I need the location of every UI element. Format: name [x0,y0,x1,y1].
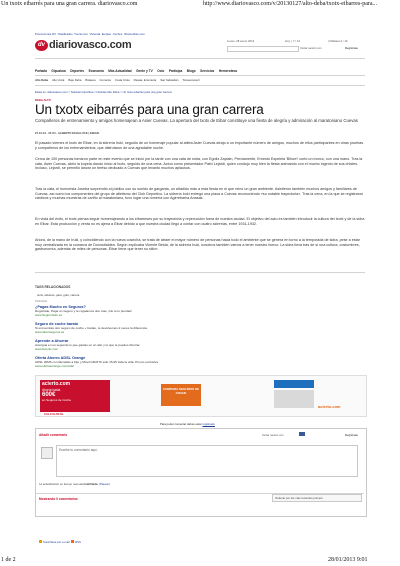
banner-mid[interactable]: COMPARA SEGUROS DE COCHE [161,384,201,406]
pause-link[interactable]: (Pausar) [99,482,110,486]
article-subtitle: Compañeros de entrenamiento y amigos homenajean a Asier Cuevas. La apertura del txotx de Eibar constituye una fiesta de alegría y admiración al maratoniano Cuevas [35,118,358,123]
weather-tomorrow: | Mañana 4 / 10 [328,39,348,43]
logo-text: diariovasco.com [49,39,132,51]
logo-mark: dv [35,40,48,51]
topbar-link-tuenti[interactable]: Tuenti.com [74,32,88,36]
banner-right-brand: acierto.com [318,404,341,409]
subnav-tolosa[interactable]: Tolosa-Goierri [182,78,200,82]
article-paragraph: Ahora, de la mano de Iruki, y coincidiendo con la nueva cosecha, se trata de atraer el mayor número de personas hacia todo el ambiente que se genera en torno a la temporada de sidra, pese a estar muy centralizada en la comarca de Donostialdea. Según explicaba Vicente Belda, de la sidrería Iruki, nosotros también vamos a tener nuestro hueco. La sidra lleva tras de sí una cultura, costumbres, gastronomía, además de miles de personas. Eibar tiene que tener su sitio». [35,238,360,252]
tags-list[interactable]: txotx, eibarres, para, gran, carrera [37,293,80,297]
header-date: Lunes, 28 enero 2013 [227,39,255,43]
article-byline: 27.01.13 - 01:04 - ALBERTO ECHALUCE | EIBAR. [35,131,100,135]
main-nav[interactable] [35,69,237,73]
banner-cta-button[interactable]: CALCULAR ÉL [44,412,64,416]
ad-item[interactable]: Oferta Ahorro ADSL Orange ADSL 20Mb con llamadas a Fijo y Móvil GRATIS sólo 15,95 toda la vida. Promo exclusiva www.ofertasorange.com/Adsl [35,356,158,368]
sort-order-select[interactable]: Ordenar por los más recientes primero [272,494,362,502]
subnav-san-sebastian[interactable]: San Sebastián [160,78,179,82]
ad-item[interactable]: Seguro de coche barato Si encuentras otro seguro de coche + barato, te devolvemos 2 veces la diferencia. www.directseguros.es [35,322,148,334]
login-prompt: Para poder comentar debes estar registrado [160,422,215,426]
ad-item[interactable]: ¿Pagas Mucho en Seguros? Regístrate, Paga un seguro y te regalamos dos más. ¡No te lo pierdas! www.SeguroNulo.es [35,305,132,317]
site-logo[interactable] [35,38,131,52]
article-paragraph: Tras la cata, el humorista Joseba sorprendió al público con su sonido de garganta, un añadido más a esta fiesta en el que reinó un gran ambiente. Asistieron también muchos amigos y familiares de Cuevas, así como los componentes del grupo de atletismo del Club Deportivo. La sidrería Iruki entregó una placa a Cuevas reconociendo «su notable trayectoria». Tras la cena, en la que se registraron cánticos y muchas muestras de cariño al maratoniano, tuvo lugar una romería con Agirrebarha Anasak. [35,187,364,201]
rss-icon [71,540,74,543]
article-paragraph: En vista del éxito, el txotx piensa seguir homenajeando a los eibarreses por su trayectoria y repercusión fuera de nuestra ciudad. El objetivo del acto es también introducir la cultura del txotx y de la sidra en Eibar. Esta producción y venta no es ajena a Eibar debido a que nuestra ciudad llegó a contar con cuatro sidrerías, entre 1931-1932. [35,217,365,226]
nav-hemeroteca[interactable]: Hemeroteca [218,69,238,73]
nav-deportes[interactable]: Deportes [70,69,85,73]
comments-count: Mostrando 0 comentarios [39,497,78,501]
article-paragraph: El pasado viernes el txotx de Eibar, en la sidrería Iruki, seguido de un homenaje popular al atleta Asier Cuevas atrajo a un importante número de amigos, muchos de ellos participantes en otras pruebas y compañeros de los entrenamientos, que disfrutaron de una agradable noche. [35,141,364,150]
login-with-label: Iniciar sesión con [262,433,284,437]
divider [35,58,365,59]
divider [35,85,365,86]
section-label: DEBA ALTO [35,98,51,102]
topbar-links[interactable] [35,32,145,36]
article-title: Un txotx eibarrés para una gran carrera [35,102,264,117]
subscribe-link[interactable]: Suscríbete por e-mail RSS [39,540,81,544]
topbar-link-vivienda[interactable]: Vivienda [89,32,101,36]
register-link[interactable]: registrado [202,422,215,426]
search-input[interactable] [227,46,299,52]
comment-placeholder: Escribe tu comentario aquí. [59,448,98,452]
breadcrumb[interactable]: Estás en: diariovasco.com > Noticias Gipuzkoa > Noticias Alto Deba > Un txotx eibarrés para una gran carrera [35,90,172,94]
subnav-bidasoa[interactable]: Bidasoa [85,78,96,82]
banner-photo [274,390,314,408]
ads-label: Publicidad [35,300,47,303]
subnav-alto-deba[interactable]: Alto Deba [35,78,49,82]
nav-servicios[interactable]: Servicios [200,69,215,73]
nav-portada[interactable]: Portada [35,69,47,73]
banner-left[interactable]: acierto.com Ahorra hasta 600€ en Seguros de Coche CALCULAR ÉL [40,380,110,412]
topbar-link-moto[interactable]: Vitoria-Moto.com [123,32,145,36]
print-header-title: Un txotx eibarrés para una gran carrera. diariovasco.com [1,1,138,7]
add-comment-label: Añadir comentario [39,433,68,437]
tags-heading: TAGS RELACIONADOS [35,285,71,289]
subnav-pasaia[interactable]: Pasaia- Errenteria [133,78,157,82]
register-button[interactable]: Regístrate [345,433,358,437]
print-footer-datetime: 28/01/2013 9:01 [328,557,368,563]
topbar-link-empleo[interactable]: Empleo [101,32,112,36]
rss-link[interactable]: RSS [75,540,81,544]
nav-mas-actualidad[interactable]: Más Actualidad [108,69,132,73]
subnav-alto-urola[interactable]: Alto Urola [52,78,65,82]
nav-gipuzkoa[interactable]: Gipuzkoa [51,69,66,73]
nav-ocio[interactable]: Ocio [157,69,165,73]
print-footer-page: 1 de 2 [1,557,16,563]
topbar-link-coches[interactable]: Coches [112,32,123,36]
weather-today: Hoy | 7 / 12 [285,39,301,43]
subnav-comarca[interactable]: Comarca [99,78,111,82]
topbar-link-promociones[interactable]: Promociones DV [35,32,56,36]
email-icon [39,540,42,543]
divider [35,75,365,76]
topbar-link-clasificados[interactable]: Clasificados [57,32,73,36]
divider [35,272,365,273]
realtime-note: La actualización en tiempo real está habilitada. (Pausar) [39,482,110,486]
subnav-costa-urola[interactable]: Costa Urola [114,78,130,82]
nav-economia[interactable]: Economía [88,69,104,73]
sub-nav[interactable] [35,78,200,82]
nav-participa[interactable]: Participa [168,69,183,73]
subnav-bajo-deba[interactable]: Bajo Deba [68,78,82,82]
banner-ad[interactable] [35,375,367,417]
facebook-icon[interactable] [299,432,305,436]
comment-textarea[interactable] [56,445,358,477]
avatar [41,447,53,459]
register-link[interactable]: Regístrate [345,46,358,50]
nav-blogs[interactable]: Blogs [186,69,196,73]
banner-car-image [274,380,314,388]
article-paragraph: Cerca de 100 personas tomaron parte en este evento que se inició por la tarde con una cata de sidra, con Egoitz Zapiain, Previamente, Ernesto Espelela 'Bihurri' cortó un tronco, con una mano. Tras la cata, Asier Cuevas, abrió la kupela dando inicio al txotx, seguido de una cena. Actuó como presentador Patxi Lejardi, quien condujo muy bien la fiesta animando con el mucho ingenio de sus chistes. Incluso, Lejardi, se permitió lanzar un bertso dedicado a Cuevas que levantó muchos aplausos. [35,157,363,171]
print-header-url: http://www.diariovasco.com/v/20130127/alto-deba/txotx-eibarres-para... [203,1,378,7]
ad-item[interactable]: Aprende a Ahorrar Averigua en un segundo lo que gastas en un año y lo que te puedes Ahorrar. www.fintonic.com [35,339,141,351]
login-label: Iniciar sesión con [300,46,322,50]
nav-gente-tv[interactable]: Gente y TV [136,69,153,73]
